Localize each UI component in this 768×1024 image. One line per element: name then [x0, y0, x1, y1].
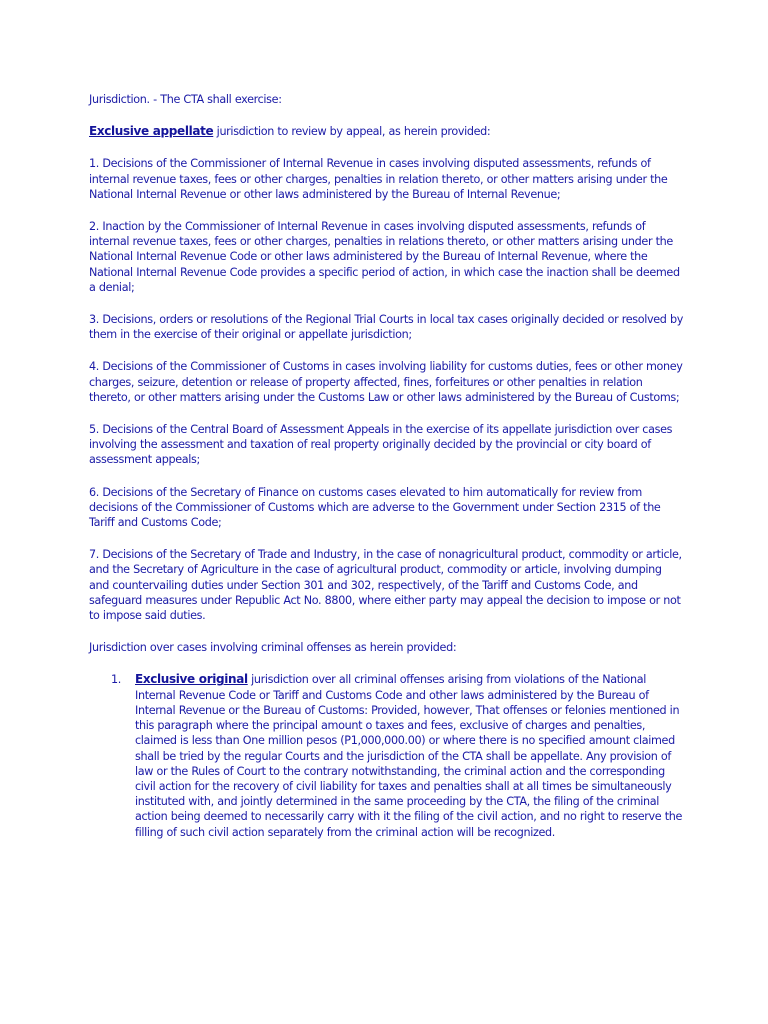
list-item-3: 3. Decisions, orders or resolutions of the Regional Trial Courts in local tax cases originally decided or resolved by them in the exercise of their original or appellate jurisdiction; — [89, 313, 683, 342]
criminal-list-item — [89, 672, 684, 839]
criminal-list — [89, 672, 684, 839]
list-item-5: 5. Decisions of the Central Board of Assessment Appeals in the exercise of its appellate jurisdiction over cases involving the assessment and taxation of real property originally decided by the provincial or city board of assessment appeals; — [89, 423, 673, 467]
exclusive-appellate-heading: Exclusive appellate — [89, 124, 214, 139]
appellate-text: jurisdiction to review by appeal, as herein provided: — [213, 125, 491, 139]
list-item-4: 4. Decisions of the Commissioner of Customs in cases involving liability for customs duties, fees or other money charges, seizure, detention or release of property affected, fines, forfeitures or other penalties in relation thereto, or other matters arising under the Customs Law or other laws administered by the Bureau of Customs; — [89, 360, 683, 404]
list-item-6: 6. Decisions of the Secretary of Finance on customs cases elevated to him automatically for review from decisions of the Commissioner of Customs which are adverse to the Government under Section 2315 of the Tariff and Customs Code; — [89, 485, 661, 530]
intro-paragraph: Jurisdiction. - The CTA shall exercise: — [89, 93, 282, 106]
appellate-paragraph — [89, 124, 684, 139]
list-item-7: 7. Decisions of the Secretary of Trade and Industry, in the case of nonagricultural product, commodity or article, and the Secretary of Agriculture in the case of agricultural product, commodity or article, involving dumping and countervailing duties under Section 301 and 302, respectively, of the Tariff and Customs Code, and safeguard measures under Republic Act No. 8800, where either party may appeal the decision to impose or not to impose said duties. — [89, 548, 682, 623]
criminal-list-number: 1. — [111, 673, 121, 687]
criminal-list-text: jurisdiction over all criminal offenses arising from violations of the National Internal Revenue Code or Tariff and Customs Code and other laws administered by the Bureau of Internal Revenue or the Bureau of Customs: Provided, however, That offenses or felonies mentioned in this paragraph where the principal amount o taxes and fees, exclusive of charges and penalties, claimed is less than One million pesos (P1,000,000.00) or where there is no specified amount claimed shall be tried by the regular Courts and the jurisdiction of the CTA shall be appellate. Any provision of law or the Rules of Court to the contrary notwithstanding, the criminal action and the corresponding civil action for the recovery of civil liability for taxes and penalties shall at all times be simultaneously instituted with, and jointly determined in the same proceeding by the CTA, the filing of the criminal action being deemed to necessarily carry with it the filing of the civil action, and no right to reserve the filling of such civil action separately from the criminal action will be recognized. — [135, 673, 683, 839]
list-item-1: 1. Decisions of the Commissioner of Internal Revenue in cases involving disputed assessments, refunds of internal revenue taxes, fees or other charges, penalties in relation thereto, or other matters arising under the National Internal Revenue or other laws administered by the Bureau of Internal Revenue; — [89, 157, 668, 201]
exclusive-original-heading: Exclusive original — [135, 672, 248, 687]
criminal-intro-paragraph: Jurisdiction over cases involving criminal offenses as herein provided: — [89, 641, 457, 655]
document-page — [89, 92, 684, 840]
list-item-2: 2. Inaction by the Commissioner of Internal Revenue in cases involving disputed assessments, refunds of internal revenue taxes, fees or other charges, penalties in relations thereto, or other matters arising under the National Internal Revenue Code or other laws administered by the Bureau of Internal Revenue, where the National Internal Revenue Code provides a specific period of action, in which case the inaction shall be deemed a denial; — [89, 220, 680, 294]
